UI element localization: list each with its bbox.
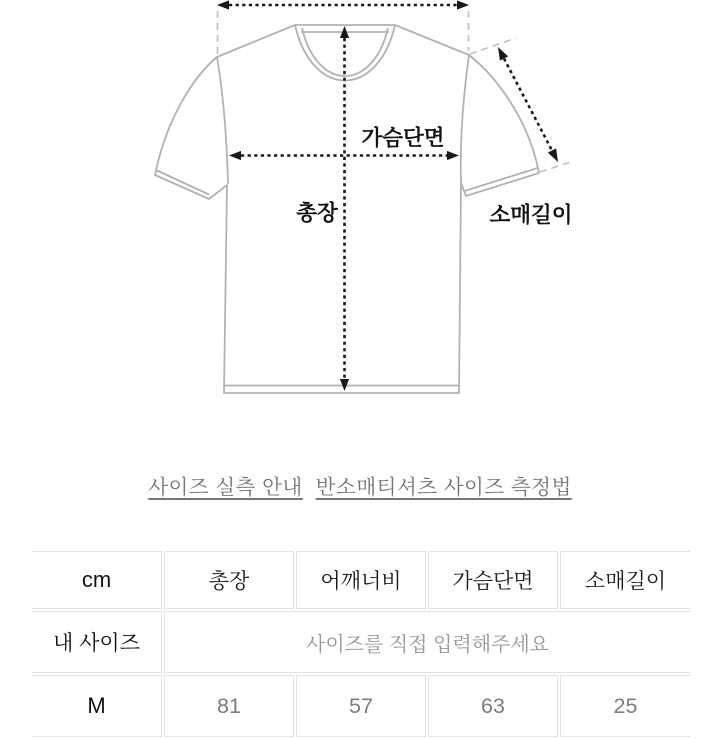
my-size-label-cell: 내 사이즈 [32, 611, 162, 673]
size-guide-links [0, 470, 720, 500]
column-header-shoulder-width: 어깨너비 [296, 551, 426, 609]
my-size-row [32, 611, 690, 673]
size-table-header-row [32, 551, 690, 609]
sleeve-guide-top [470, 38, 516, 54]
column-header-sleeve-length: 소매길이 [560, 551, 690, 609]
chest-width-label: 가슴단면 [361, 126, 445, 150]
size-m-total-length: 81 [164, 675, 294, 737]
column-header-total-length: 총장 [164, 551, 294, 609]
size-measure-guide-link[interactable]: 사이즈 실측 안내 [148, 476, 303, 499]
size-m-chest-width: 63 [428, 675, 558, 737]
sleeve-guide-bottom [540, 161, 574, 172]
size-table [30, 549, 692, 739]
sleeve-length-label: 소매길이 [489, 203, 573, 227]
size-m-sleeve-length: 25 [560, 675, 690, 737]
column-header-chest-width: 가슴단면 [428, 551, 558, 609]
size-m-shoulder-width: 57 [296, 675, 426, 737]
size-m-row [32, 675, 690, 737]
my-size-input-prompt[interactable]: 사이즈를 직접 입력해주세요 [164, 611, 690, 673]
total-length-label: 총장 [296, 201, 338, 225]
unit-header-cell: cm [32, 551, 162, 609]
tshirt-measure-method-link[interactable]: 반소매티셔츠 사이즈 측정법 [315, 476, 572, 499]
size-m-label-cell: M [32, 675, 162, 737]
